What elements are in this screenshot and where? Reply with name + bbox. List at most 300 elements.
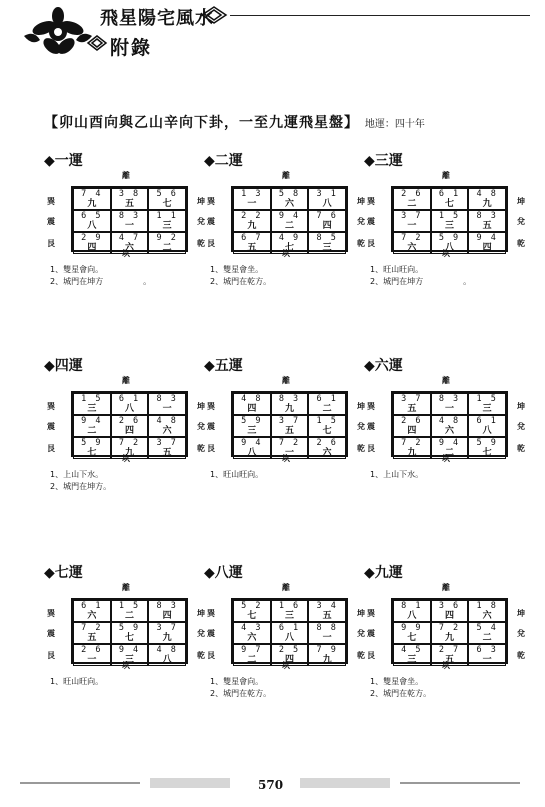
base-star: 五	[247, 243, 257, 253]
base-star: 二	[87, 426, 97, 436]
base-star: 一	[322, 633, 332, 643]
section-title: ◆九運	[364, 565, 403, 581]
star-numbers: 3 7	[401, 394, 423, 404]
note-line: 2、城門在乾方。	[210, 277, 272, 286]
direction-label: 兌	[517, 217, 525, 226]
page-header	[0, 0, 545, 60]
direction-label: 兌	[197, 629, 205, 638]
base-star: 五	[162, 448, 172, 458]
base-star: 九	[247, 221, 257, 231]
direction-label: 艮	[47, 444, 55, 453]
direction-label: 離	[122, 583, 130, 592]
base-star: 四	[322, 221, 332, 231]
grid-cell	[73, 393, 111, 415]
grid-cell	[271, 232, 309, 254]
direction-label: 坤	[357, 402, 365, 411]
flower-ornament-icon	[22, 6, 94, 60]
star-numbers: 6 3	[476, 645, 498, 655]
base-star: 七	[162, 199, 172, 209]
star-numbers: 4 8	[476, 189, 498, 199]
star-numbers: 9 4	[438, 438, 461, 448]
grid-cell	[111, 600, 149, 622]
grid-cell	[431, 644, 469, 666]
note-line: 1、雙星會向。	[210, 677, 264, 686]
direction-label: 兌	[517, 422, 525, 431]
chart-section	[44, 562, 204, 732]
star-numbers: 8 3	[278, 394, 301, 404]
direction-label: 乾	[357, 239, 365, 248]
base-star: 六	[322, 448, 332, 458]
star-numbers: 3 8	[118, 189, 141, 199]
grid-cell	[111, 622, 149, 644]
flying-star-grid	[391, 598, 508, 664]
grid-cell	[393, 622, 431, 644]
grid-cell	[271, 188, 309, 210]
grid-cell	[233, 210, 271, 232]
section-title: ◆八運	[204, 565, 243, 581]
base-star: 五	[407, 404, 417, 414]
direction-label: 兌	[357, 422, 365, 431]
star-numbers: 1 8	[476, 601, 498, 611]
direction-label: 坎	[122, 249, 130, 258]
base-star: 一	[482, 655, 492, 665]
star-numbers: 6 1	[438, 189, 461, 199]
chart-section	[364, 355, 524, 525]
star-numbers: 2 2	[241, 211, 263, 221]
base-star: 三	[444, 221, 454, 231]
star-numbers: 5 8	[278, 189, 301, 199]
direction-label: 坤	[197, 402, 205, 411]
base-star: 九	[284, 404, 294, 414]
grid-cell	[233, 622, 271, 644]
star-numbers: 7 9	[316, 645, 338, 655]
grid-cell	[431, 600, 469, 622]
grid-cell	[468, 600, 506, 622]
star-numbers: 3 6	[438, 601, 461, 611]
star-numbers: 2 6	[401, 189, 423, 199]
base-star: 七	[322, 426, 332, 436]
base-star: 三	[247, 426, 257, 436]
grid-cell	[308, 622, 346, 644]
star-numbers: 5 9	[241, 416, 263, 426]
grid-cell	[393, 415, 431, 437]
direction-label: 震	[47, 217, 55, 226]
direction-label: 巽	[367, 609, 375, 618]
base-star: 一	[444, 404, 454, 414]
base-star: 三	[482, 404, 492, 414]
section-caption	[44, 112, 425, 132]
base-star: 四	[87, 243, 97, 253]
direction-label: 乾	[197, 239, 205, 248]
star-numbers: 1 5	[438, 211, 461, 221]
direction-label: 艮	[47, 239, 55, 248]
direction-label: 兌	[197, 217, 205, 226]
note-line: 1、旺山旺向。	[370, 265, 424, 274]
direction-label: 離	[282, 376, 290, 385]
chart-section	[44, 150, 204, 320]
star-numbers: 2 6	[401, 416, 423, 426]
direction-label: 震	[207, 217, 215, 226]
base-star: 七	[407, 633, 417, 643]
star-numbers: 8 3	[438, 394, 461, 404]
base-star: 六	[407, 243, 417, 253]
section-title: ◆五運	[204, 358, 243, 374]
base-star: 九	[162, 633, 172, 643]
grid-cell	[271, 600, 309, 622]
section-notes	[50, 264, 151, 288]
star-numbers: 4 8	[241, 394, 263, 404]
grid-cell	[308, 644, 346, 666]
star-numbers: 4 7	[118, 233, 141, 243]
base-star: 五	[124, 199, 134, 209]
direction-label: 乾	[517, 651, 525, 660]
grid-cell	[148, 600, 186, 622]
grid-cell	[73, 232, 111, 254]
grid-cell	[468, 415, 506, 437]
base-star: 一	[162, 404, 172, 414]
note-line: 1、雙星會坐。	[370, 677, 424, 686]
star-numbers: 2 7	[438, 645, 461, 655]
star-numbers: 7 6	[316, 211, 338, 221]
star-numbers: 9 7	[241, 645, 263, 655]
base-star: 四	[482, 243, 492, 253]
base-star: 五	[482, 221, 492, 231]
header-subtitle: 附錄	[110, 37, 153, 59]
note-line: 1、上山下水。	[50, 470, 104, 479]
base-star: 八	[482, 426, 492, 436]
base-star: 四	[162, 611, 172, 621]
grid-cell	[468, 644, 506, 666]
base-star: 一	[407, 221, 417, 231]
direction-label: 離	[442, 376, 450, 385]
grid-cell	[148, 188, 186, 210]
section-title: ◆七運	[44, 565, 83, 581]
star-numbers: 8 3	[156, 601, 178, 611]
base-star: 二	[247, 655, 257, 665]
section-title: ◆四運	[44, 358, 83, 374]
star-numbers: 5 4	[476, 623, 498, 633]
direction-label: 震	[207, 629, 215, 638]
grid-cell	[308, 600, 346, 622]
star-numbers: 7 2	[401, 438, 423, 448]
grid-cell	[148, 393, 186, 415]
grid-cell	[431, 622, 469, 644]
base-star: 六	[284, 199, 294, 209]
header-title: 飛星陽宅風水	[100, 8, 214, 29]
grid-cell	[148, 210, 186, 232]
grid-cell	[148, 415, 186, 437]
base-star: 一	[247, 199, 257, 209]
grid-cell	[393, 232, 431, 254]
grid-cell	[308, 188, 346, 210]
direction-label: 震	[207, 422, 215, 431]
base-star: 七	[87, 448, 97, 458]
base-star: 八	[87, 221, 97, 231]
grid-cell	[468, 437, 506, 459]
direction-label: 離	[122, 376, 130, 385]
star-numbers: 5 9	[438, 233, 461, 243]
direction-label: 坤	[517, 402, 525, 411]
grid-cell	[393, 393, 431, 415]
grid-cell	[468, 393, 506, 415]
star-numbers: 1 5	[118, 601, 141, 611]
direction-label: 巽	[47, 197, 55, 206]
section-title: ◆二運	[204, 153, 243, 169]
base-star: 三	[162, 221, 172, 231]
base-star: 九	[124, 448, 134, 458]
direction-label: 坎	[282, 661, 290, 670]
direction-label: 巽	[47, 402, 55, 411]
grid-cell	[271, 210, 309, 232]
star-numbers: 2 6	[81, 645, 103, 655]
grid-cell	[73, 210, 111, 232]
star-numbers: 2 6	[118, 416, 141, 426]
grid-cell	[111, 437, 149, 459]
star-numbers: 6 1	[316, 394, 338, 404]
star-numbers: 8 5	[316, 233, 338, 243]
base-star: 九	[444, 633, 454, 643]
star-numbers: 3 7	[156, 623, 178, 633]
star-numbers: 4 8	[438, 416, 461, 426]
chart-section	[364, 150, 524, 320]
flying-star-grid	[71, 186, 188, 252]
direction-label: 乾	[517, 444, 525, 453]
direction-label: 坎	[282, 454, 290, 463]
diamond-ornament-icon	[200, 5, 228, 25]
direction-label: 巽	[47, 609, 55, 618]
note-line: 1、雙星會向。	[50, 265, 104, 274]
chart-section	[204, 150, 364, 320]
star-numbers: 5 9	[476, 438, 498, 448]
grid-cell	[393, 188, 431, 210]
grid-cell	[468, 188, 506, 210]
grid-cell	[431, 437, 469, 459]
section-title: ◆三運	[364, 153, 403, 169]
section-notes	[370, 264, 471, 288]
star-numbers: 8 8	[316, 623, 338, 633]
base-star: 三	[87, 404, 97, 414]
star-numbers: 1 3	[241, 189, 263, 199]
direction-label: 巽	[367, 197, 375, 206]
base-star: 九	[482, 199, 492, 209]
base-star: 二	[444, 448, 454, 458]
grid-cell	[233, 600, 271, 622]
flying-star-grid	[71, 598, 188, 664]
grid-cell	[431, 232, 469, 254]
direction-label: 坤	[197, 197, 205, 206]
star-numbers: 6 1	[118, 394, 141, 404]
star-numbers: 9 9	[401, 623, 423, 633]
direction-label: 兌	[357, 629, 365, 638]
base-star: 二	[322, 404, 332, 414]
star-numbers: 1 5	[476, 394, 498, 404]
grid-cell	[393, 210, 431, 232]
grid-cell	[393, 644, 431, 666]
diamond-ornament-icon	[86, 33, 108, 53]
direction-label: 坎	[122, 454, 130, 463]
section-notes	[50, 469, 111, 493]
grid-cell	[148, 437, 186, 459]
caption-main: 【卯山酉向與乙山辛向下卦，一至九運飛星盤】	[44, 115, 359, 131]
base-star: 八	[322, 199, 332, 209]
star-numbers: 7 4	[81, 189, 103, 199]
star-numbers: 1 5	[81, 394, 103, 404]
base-star: 六	[482, 611, 492, 621]
flying-star-grid	[391, 186, 508, 252]
note-line: 2、城門在坤方 。	[50, 277, 152, 286]
chart-section	[204, 562, 364, 732]
direction-label: 巽	[207, 609, 215, 618]
flying-star-grid	[231, 598, 348, 664]
direction-label: 坎	[122, 661, 130, 670]
base-star: 七	[247, 611, 257, 621]
grid-cell	[468, 232, 506, 254]
base-star: 二	[284, 221, 294, 231]
star-numbers: 4 3	[241, 623, 263, 633]
base-star: 四	[247, 404, 257, 414]
star-numbers: 3 1	[316, 189, 338, 199]
section-notes	[370, 676, 431, 700]
direction-label: 坎	[282, 249, 290, 258]
note-line: 1、旺山旺向。	[210, 470, 264, 479]
grid-cell	[233, 232, 271, 254]
direction-label: 乾	[357, 651, 365, 660]
direction-label: 乾	[517, 239, 525, 248]
grid-cell	[308, 210, 346, 232]
grid-cell	[308, 393, 346, 415]
section-notes	[50, 676, 103, 688]
star-numbers: 9 4	[81, 416, 103, 426]
star-numbers: 7 2	[81, 623, 103, 633]
grid-cell	[73, 415, 111, 437]
grid-cell	[111, 188, 149, 210]
page-footer	[0, 760, 545, 807]
base-star: 三	[322, 243, 332, 253]
note-line: 1、雙星會坐。	[210, 265, 264, 274]
chart-section	[364, 562, 524, 732]
base-star: 五	[87, 633, 97, 643]
grid-cell	[271, 622, 309, 644]
star-numbers: 7 2	[278, 438, 301, 448]
chart-section	[44, 355, 204, 525]
direction-label: 震	[367, 629, 375, 638]
direction-label: 震	[47, 629, 55, 638]
star-numbers: 4 9	[278, 233, 301, 243]
grid-cell	[111, 232, 149, 254]
direction-label: 離	[442, 583, 450, 592]
grid-cell	[111, 644, 149, 666]
direction-label: 離	[442, 171, 450, 180]
direction-label: 兌	[357, 217, 365, 226]
star-numbers: 3 7	[401, 211, 423, 221]
direction-label: 離	[282, 171, 290, 180]
star-numbers: 9 4	[278, 211, 301, 221]
star-numbers: 6 1	[278, 623, 301, 633]
star-numbers: 3 4	[316, 601, 338, 611]
base-star: 三	[124, 655, 134, 665]
star-numbers: 6 1	[476, 416, 498, 426]
direction-label: 巽	[207, 197, 215, 206]
direction-label: 離	[122, 171, 130, 180]
grid-cell	[393, 600, 431, 622]
base-star: 七	[124, 633, 134, 643]
base-star: 四	[407, 426, 417, 436]
grid-cell	[308, 437, 346, 459]
note-line: 1、旺山旺向。	[50, 677, 104, 686]
note-line: 2、城門在坤方 。	[370, 277, 472, 286]
section-notes	[370, 469, 423, 481]
star-numbers: 7 2	[401, 233, 423, 243]
grid-cell	[431, 415, 469, 437]
direction-label: 兌	[197, 422, 205, 431]
base-star: 九	[322, 655, 332, 665]
direction-label: 乾	[357, 444, 365, 453]
direction-label: 艮	[207, 651, 215, 660]
direction-label: 乾	[197, 651, 205, 660]
direction-label: 艮	[367, 239, 375, 248]
grid-cell	[73, 437, 111, 459]
grid-cell	[73, 188, 111, 210]
star-numbers: 3 7	[156, 438, 178, 448]
star-numbers: 1 5	[316, 416, 338, 426]
base-star: 四	[444, 611, 454, 621]
flying-star-grid	[391, 391, 508, 457]
grid-cell	[73, 600, 111, 622]
base-star: 九	[87, 199, 97, 209]
star-numbers: 8 3	[476, 211, 498, 221]
note-line: 1、上山下水。	[370, 470, 424, 479]
base-star: 一	[87, 655, 97, 665]
base-star: 一	[124, 221, 134, 231]
direction-label: 艮	[367, 651, 375, 660]
star-numbers: 2 6	[316, 438, 338, 448]
caption-period: 地運：四十年	[364, 119, 425, 130]
base-star: 二	[124, 611, 134, 621]
direction-label: 坤	[197, 609, 205, 618]
grid-cell	[233, 644, 271, 666]
star-numbers: 4 8	[156, 416, 178, 426]
direction-label: 巽	[207, 402, 215, 411]
base-star: 三	[407, 655, 417, 665]
base-star: 八	[407, 611, 417, 621]
direction-label: 艮	[367, 444, 375, 453]
star-numbers: 5 9	[81, 438, 103, 448]
star-numbers: 5 9	[118, 623, 141, 633]
direction-label: 坎	[442, 454, 450, 463]
flying-star-grid	[231, 391, 348, 457]
base-star: 六	[162, 426, 172, 436]
star-numbers: 9 4	[118, 645, 141, 655]
base-star: 八	[124, 404, 134, 414]
star-numbers: 8 3	[156, 394, 178, 404]
grid-cell	[111, 415, 149, 437]
base-star: 五	[444, 655, 454, 665]
base-star: 二	[482, 633, 492, 643]
base-star: 九	[407, 448, 417, 458]
grid-cell	[468, 210, 506, 232]
direction-label: 艮	[207, 239, 215, 248]
base-star: 七	[444, 199, 454, 209]
flying-star-grid	[231, 186, 348, 252]
note-line: 2、城門在乾方。	[210, 689, 272, 698]
base-star: 二	[162, 243, 172, 253]
grid-cell	[148, 644, 186, 666]
flying-star-grid	[71, 391, 188, 457]
direction-label: 震	[47, 422, 55, 431]
direction-label: 坤	[517, 197, 525, 206]
grid-cell	[73, 622, 111, 644]
base-star: 八	[162, 655, 172, 665]
